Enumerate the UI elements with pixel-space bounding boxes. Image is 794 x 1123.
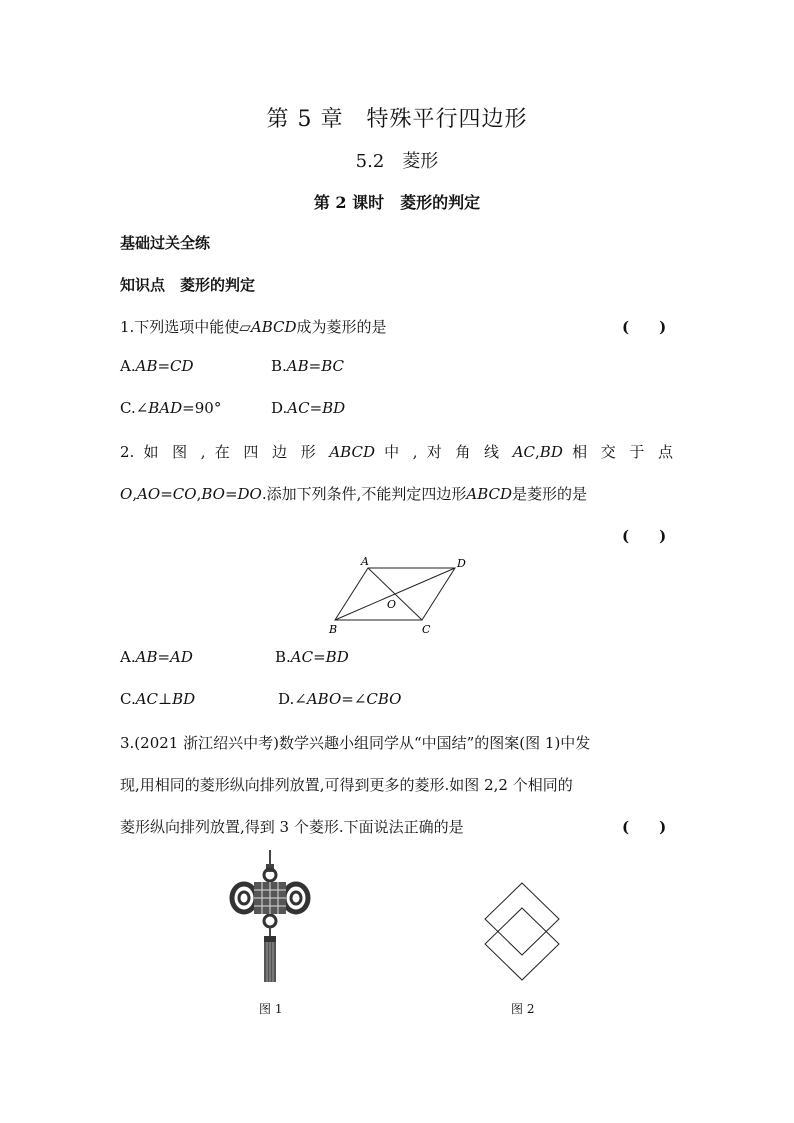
figure-1-caption: 图 1 [259,1002,283,1016]
question-3-line-3: 菱形纵向排列放置,得到 3 个菱形.下面说法正确的是 [120,818,464,836]
q1-shape: ABCD [250,318,297,336]
q2-answer-bracket: ( ) [622,527,667,545]
q2-option-d: D.∠ABO=∠CBO [278,690,402,708]
question-2-line-2: O,AO=CO,BO=DO.添加下列条件,不能判定四边形ABCD是菱形的是 [120,485,588,503]
q1-option-b: B.AB=BC [271,357,344,375]
question-3-line-1: 3.(2021 浙江绍兴中考)数学兴趣小组同学从“中国结”的图案(图 1)中发 [120,734,591,752]
rhombus-lower [485,908,559,980]
lesson-title: 第 2 课时 菱形的判定 [313,193,481,212]
diagonal-bd [335,568,455,620]
q2-option-a: A.AB=AD [120,648,193,666]
q3-answer-bracket: ( ) [622,818,667,836]
rhombus-upper [485,883,559,955]
q1-option-a: A.AB=CD [120,357,194,375]
chapter-title: 第 5 章 特殊平行四边形 [266,107,528,132]
q1-prefix: 1.下列选项中能使▱ [120,318,251,336]
topic-heading: 知识点 菱形的判定 [120,276,256,294]
section-title: 5.2 菱形 [355,151,439,172]
label-c: C [422,623,431,636]
q1-option-c: C.∠BAD=90° [120,399,222,417]
question-3-line-2: 现,用相同的菱形纵向排列放置,可得到更多的菱形.如图 2,2 个相同的 [120,776,573,794]
part-heading: 基础过关全练 [120,234,211,252]
q1-suffix: 成为菱形的是 [296,318,387,336]
q2-option-c: C.AC⊥BD [120,690,196,708]
stacked-rhombus-figure [481,878,565,992]
q1-answer-bracket: ( ) [622,318,667,336]
figure-2-caption: 图 2 [511,1002,535,1016]
chinese-knot-figure [228,848,312,988]
q2-parallelogram-figure [325,553,470,638]
label-d: D [457,557,466,570]
question-2-line-1: 2. 如 图 , 在 四 边 形 ABCD 中 , 对 角 线 AC,BD 相 交 于 点 [120,443,673,461]
question-1-stem [120,316,387,337]
q1-option-d: D.AC=BD [271,399,346,417]
label-a: A [361,555,369,568]
label-o: O [387,598,397,611]
q2-option-b: B.AC=BD [275,648,349,666]
label-b: B [329,623,338,636]
